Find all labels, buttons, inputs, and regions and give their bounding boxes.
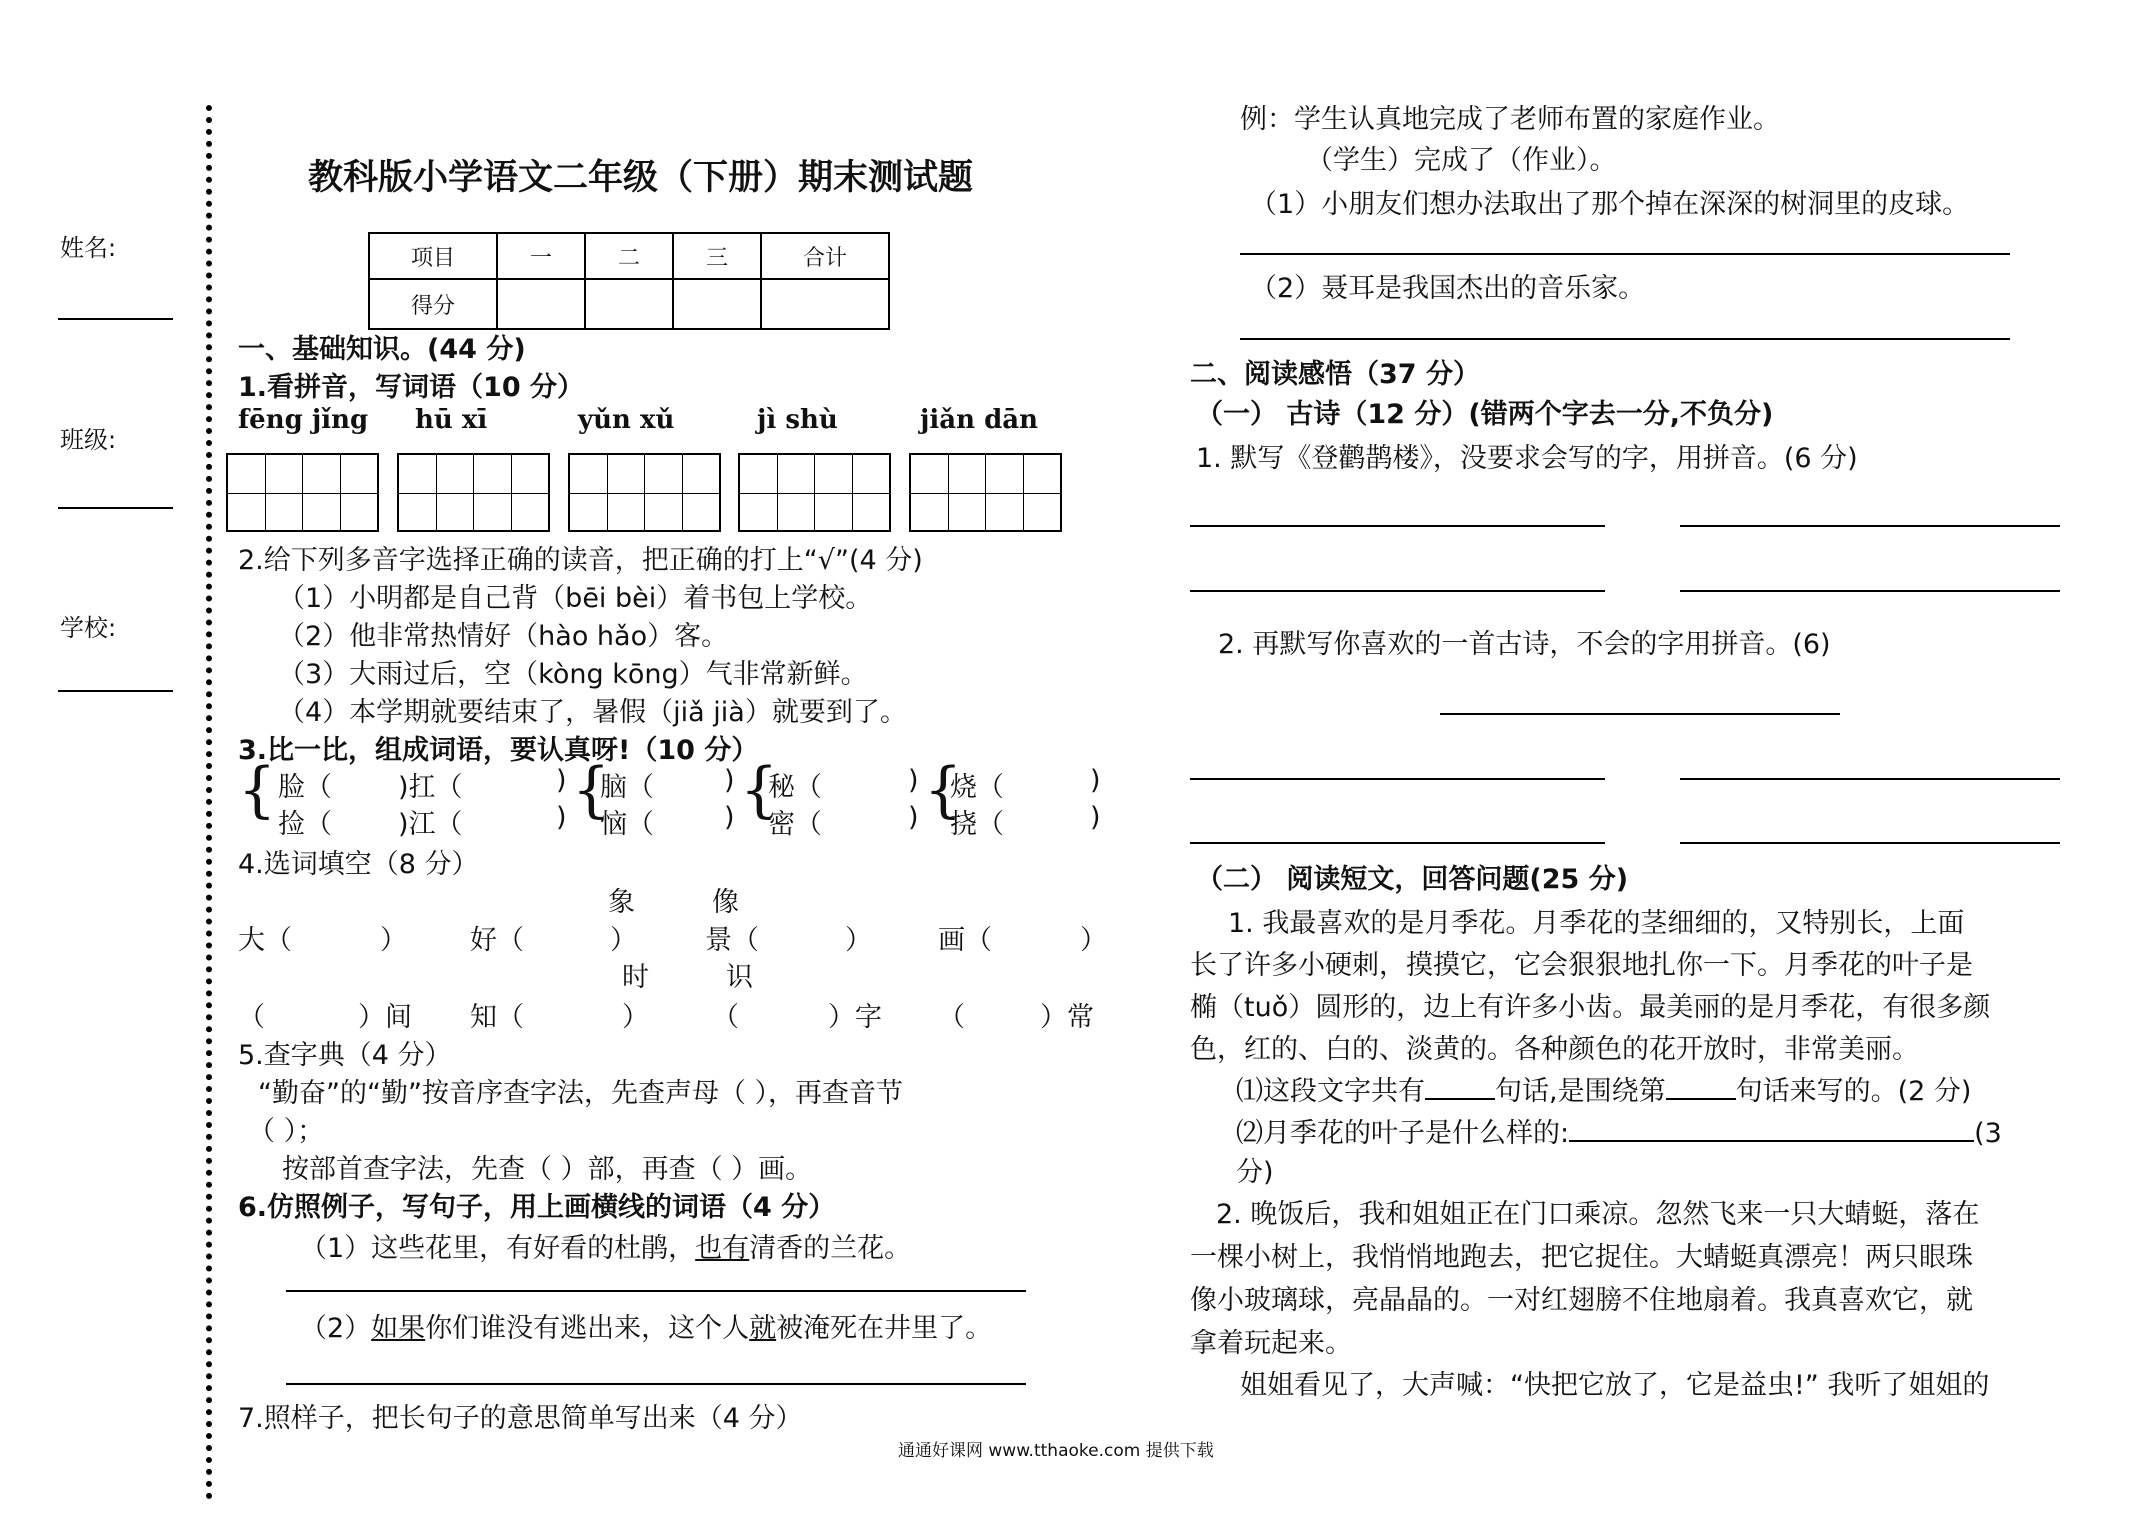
name-label: 姓名:: [60, 234, 117, 262]
q1-heading: 1.看拼音，写词语（10 分）: [238, 372, 585, 403]
answer-line[interactable]: [1680, 525, 2060, 527]
underlined-word: 如果: [371, 1313, 426, 1344]
table-row: [369, 279, 889, 329]
q3-word: 烧（: [950, 772, 1004, 803]
q3-close: ): [724, 802, 735, 833]
q4-cell: （: [712, 1002, 739, 1033]
q5-heading: 5.查字典（4 分）: [238, 1040, 452, 1071]
q4-cell: ）: [622, 1002, 649, 1033]
answer-line[interactable]: [1240, 338, 2010, 340]
q3-close: ): [1090, 765, 1101, 796]
pinyin-4: jì shù: [757, 405, 838, 435]
binding-line: [206, 105, 212, 1500]
q3-close: ): [556, 802, 567, 833]
q4-word-option: 识: [726, 962, 753, 993]
section-1-heading: 一、基础知识。(44 分): [238, 334, 526, 365]
class-label: 班级:: [60, 426, 117, 454]
q5-line-3: 按部首查字法，先查（ ）部，再查（ ）画。: [282, 1154, 813, 1185]
q3-word: 密（: [768, 809, 822, 840]
q4-word-option: 像: [712, 887, 739, 918]
q4-cell: ）: [380, 925, 407, 956]
passage-2-line: 像小玻璃球，亮晶晶的。一对红翅膀不住地扇着。我真喜欢它，就: [1190, 1285, 1973, 1316]
q4-cell: 景（: [705, 925, 759, 956]
q6-text: （2）: [300, 1313, 372, 1344]
poem-q1: 1. 默写《登鹳鹊楼》，没要求会写的字，用拼音。(6 分): [1196, 443, 1858, 474]
q4-cell: ）常: [1040, 1002, 1094, 1033]
q6-heading: 6.仿照例子，写句子，用上画横线的词语（4 分）: [238, 1192, 836, 1223]
q3-word: 挠（: [950, 809, 1004, 840]
answer-line[interactable]: [1190, 525, 1605, 527]
q4-cell: 好（: [470, 925, 524, 956]
q3-word: 脸（: [278, 772, 332, 803]
passage-1-line: 长了许多小硬刺，摸摸它，它会狠狠地扎你一下。月季花的叶子是: [1190, 950, 1973, 981]
answer-line[interactable]: [1240, 253, 2010, 255]
school-blank[interactable]: [58, 690, 173, 692]
q4-cell: ）: [845, 925, 872, 956]
answer-blank[interactable]: [1569, 1116, 1974, 1142]
passage-1-line: 色，红的、白的、淡黄的。各种颜色的花开放时，非常美丽。: [1190, 1034, 1919, 1065]
answer-line[interactable]: [286, 1383, 1026, 1385]
q6-text: 清香的兰花。: [749, 1233, 912, 1264]
passage-1-line: 椭（tuǒ）圆形的，边上有许多小齿。最美丽的是月季花，有很多颜: [1190, 992, 1991, 1023]
brace-icon: {: [740, 755, 779, 825]
writing-grid-2[interactable]: [397, 453, 550, 532]
reading-q2-text: ⑵月季花的叶子是什么样的:: [1236, 1118, 1570, 1149]
score-table: [368, 232, 890, 330]
q2-item-2: （2）他非常热情好（hào hǎo）客。: [278, 621, 729, 652]
answer-line[interactable]: [1680, 778, 2060, 780]
q4-cell: ）: [610, 925, 637, 956]
pinyin-5: jiǎn dān: [920, 405, 1039, 435]
reading-q2: [1236, 1111, 2002, 1150]
class-blank[interactable]: [58, 507, 173, 509]
reading-q2-text: (3: [1974, 1118, 2002, 1149]
footer-watermark: 通通好课网 www.tthaoke.com 提供下载: [898, 1441, 1214, 1461]
name-blank[interactable]: [58, 318, 173, 320]
school-label: 学校:: [60, 614, 117, 642]
table-cell: 项目: [369, 233, 497, 279]
writing-grid-5[interactable]: [909, 453, 1062, 532]
q4-heading: 4.选词填空（8 分）: [238, 849, 479, 880]
example-sentence: 例：学生认真地完成了老师布置的家庭作业。: [1240, 104, 1780, 135]
passage-2-line: 2. 晚饭后，我和姐姐正在门口乘凉。忽然飞来一只大蜻蜓，落在: [1216, 1199, 1980, 1230]
q6-text: （1）这些花里，有好看的杜鹃，: [300, 1233, 696, 1264]
q3-word: 脑（: [600, 772, 654, 803]
q3-close: ): [556, 765, 567, 796]
reading-q1: [1236, 1069, 1971, 1108]
table-cell: 合计: [761, 233, 889, 279]
answer-line[interactable]: [1680, 842, 2060, 844]
q5-line-1: “勤奋”的“勤”按音序查字法，先查声母（ ），再查音节: [258, 1078, 904, 1109]
part-1-heading: （一） 古诗（12 分）(错两个字去一分,不负分): [1196, 399, 1774, 430]
part-2-heading: （二） 阅读短文，回答问题(25 分): [1196, 864, 1629, 895]
writing-grid-3[interactable]: [568, 453, 721, 532]
q6-example-2: [300, 1306, 992, 1345]
passage-2-line: 一棵小树上，我悄悄地跑去，把它捉住。大蜻蜓真漂亮！两只眼珠: [1190, 1242, 1973, 1273]
pinyin-1: fēng jǐng: [238, 405, 369, 435]
q4-word-option: 时: [622, 962, 649, 993]
answer-blank[interactable]: [1666, 1074, 1736, 1100]
q4-cell: 知（: [470, 1002, 524, 1033]
q4-cell: 画（: [938, 925, 992, 956]
q4-cell: ）间: [358, 1002, 412, 1033]
underlined-word: 也有: [695, 1233, 750, 1264]
underlined-word: 就: [749, 1313, 777, 1344]
q4-cell: （: [938, 1002, 965, 1033]
brace-icon: {: [238, 755, 277, 825]
table-cell: 得分: [369, 279, 497, 329]
answer-line[interactable]: [1680, 590, 2060, 592]
score-cell[interactable]: [761, 279, 889, 329]
q6-example-1: [300, 1226, 911, 1265]
score-cell[interactable]: [585, 279, 673, 329]
score-cell[interactable]: [497, 279, 585, 329]
q3-word: )扛（: [398, 772, 463, 803]
table-cell: 三: [673, 233, 761, 279]
writing-grid-4[interactable]: [738, 453, 891, 532]
q3-word: 秘（: [768, 772, 822, 803]
q4-cell: 大（: [238, 925, 292, 956]
poem-q2: 2. 再默写你喜欢的一首古诗，不会的字用拼音。(6): [1218, 629, 1831, 660]
q2-item-4: （4）本学期就要结束了，暑假（jiǎ jià）就要到了。: [278, 697, 907, 728]
q3-close: ): [908, 765, 919, 796]
brace-icon: {: [924, 755, 963, 825]
q3-word: )江（: [398, 809, 463, 840]
brace-icon: {: [572, 755, 611, 825]
q6-text: 被淹死在井里了。: [776, 1313, 993, 1344]
q7-item-1: （1）小朋友们想办法取出了那个掉在深深的树洞里的皮球。: [1250, 189, 1970, 220]
pinyin-3: yǔn xǔ: [578, 405, 675, 435]
q3-close: ): [908, 802, 919, 833]
q7-heading: 7.照样子，把长句子的意思简单写出来（4 分）: [238, 1403, 803, 1434]
q3-close: ): [1090, 802, 1101, 833]
q4-word-option: 象: [608, 887, 635, 918]
answer-line[interactable]: [286, 1290, 1026, 1292]
q6-text: 你们谁没有逃出来，这个人: [425, 1313, 750, 1344]
reading-q2-points: 分): [1236, 1157, 1274, 1188]
q2-item-1: （1）小明都是自己背（bēi bèi）着书包上学校。: [278, 583, 873, 614]
section-2-heading: 二、阅读感悟（37 分）: [1190, 359, 1480, 390]
q4-cell: ）: [1080, 925, 1107, 956]
example-answer: （学生）完成了（作业）。: [1306, 145, 1617, 176]
q3-word: 捡（: [278, 809, 332, 840]
q4-cell: ）字: [828, 1002, 882, 1033]
q3-heading: 3.比一比，组成词语，要认真呀!（10 分）: [238, 735, 759, 766]
page-title: 教科版小学语文二年级（下册）期末测试题: [308, 158, 974, 198]
reading-q1-text: 句话来写的。(2 分): [1735, 1076, 1972, 1107]
reading-q1-text: 句话,是围绕第: [1495, 1076, 1666, 1107]
reading-q1-text: ⑴这段文字共有: [1236, 1076, 1425, 1107]
q7-item-2: （2）聂耳是我国杰出的音乐家。: [1250, 273, 1646, 304]
answer-line[interactable]: [1190, 842, 1605, 844]
q3-word: 恼（: [600, 809, 654, 840]
table-cell: 一: [497, 233, 585, 279]
q3-close: ): [724, 765, 735, 796]
answer-line[interactable]: [1190, 778, 1605, 780]
table-cell: 二: [585, 233, 673, 279]
q2-item-3: （3）大雨过后，空（kòng kōng）气非常新鲜。: [278, 659, 868, 690]
passage-1-line: 1. 我最喜欢的是月季花。月季花的茎细细的，又特别长，上面: [1228, 908, 1965, 939]
q5-line-2: （ ）；: [248, 1116, 325, 1147]
answer-blank[interactable]: [1425, 1074, 1495, 1100]
answer-line[interactable]: [1440, 713, 1840, 715]
passage-3-line: 姐姐看见了，大声喊：“快把它放了，它是益虫!” 我听了姐姐的: [1240, 1370, 1990, 1401]
answer-line[interactable]: [1190, 590, 1605, 592]
score-cell[interactable]: [673, 279, 761, 329]
table-row: [369, 233, 889, 279]
pinyin-2: hū xī: [415, 405, 488, 435]
writing-grid-1[interactable]: [226, 453, 379, 532]
q2-heading: 2.给下列多音字选择正确的读音，把正确的打上“√”(4 分): [238, 545, 923, 576]
passage-2-line: 拿着玩起来。: [1190, 1328, 1352, 1359]
q4-cell: （: [238, 1002, 265, 1033]
